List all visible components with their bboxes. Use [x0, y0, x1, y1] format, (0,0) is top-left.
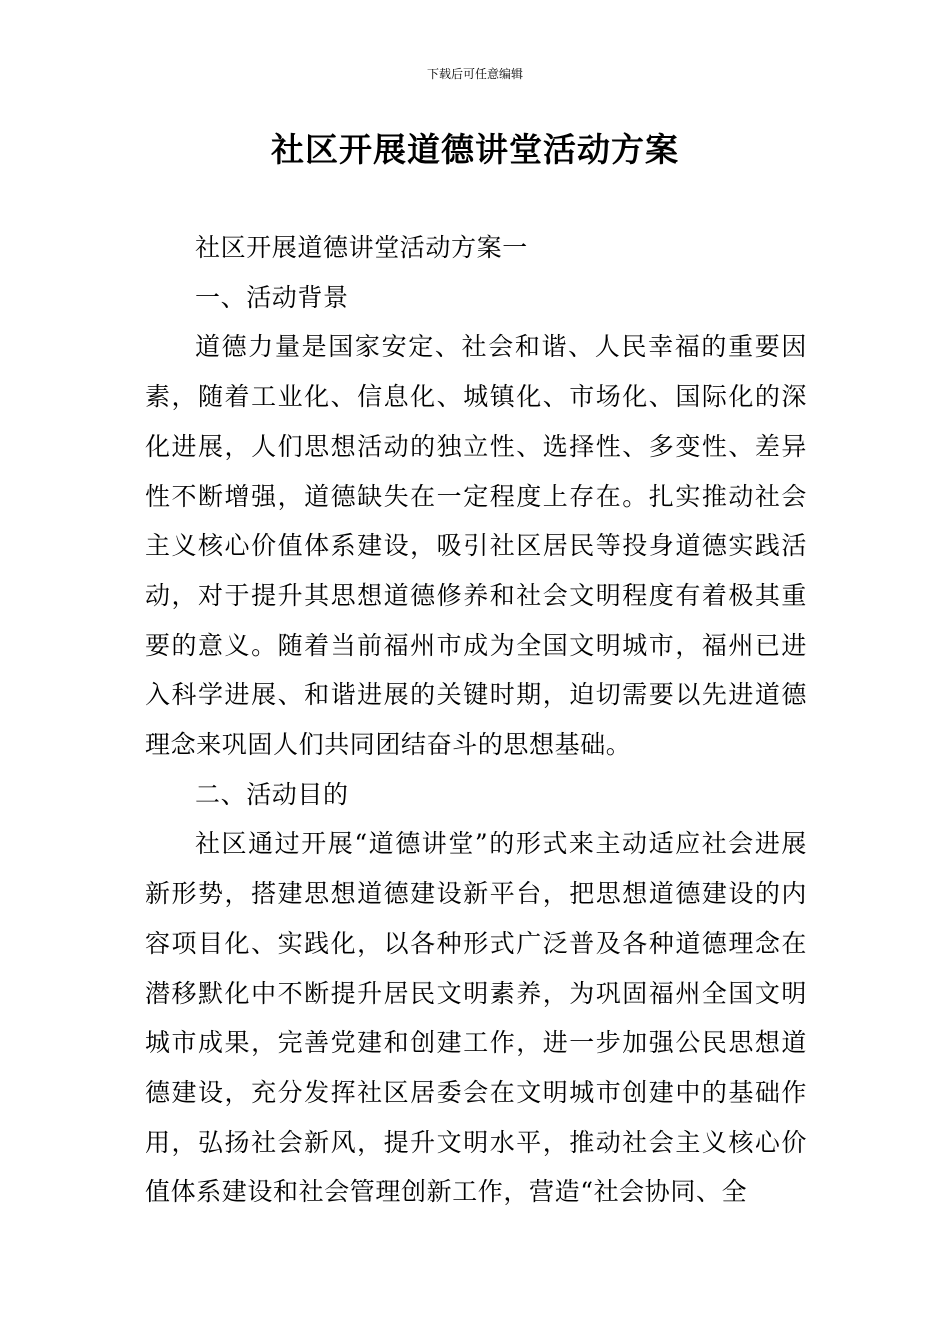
paragraph-purpose: 社区通过开展“道德讲堂”的形式来主动适应社会进展新形势，搭建思想道德建设新平台，把思想道德建设的内容项目化、实践化，以各种形式广泛普及各种道德理念在潜移默化中不断提升居民文明素养，为巩固福州全国文明城市成果，完善党建和创建工作，进一步加强公民思想道德建设，充分发挥社区居委会在文明城市创建中的基础作用，弘扬社会新风，提升文明水平，推动社会主义核心价值体系建设和社会管理创新工作，营造“社会协同、全	[145, 829, 807, 1207]
document-title: 社区开展道德讲堂活动方案	[271, 130, 679, 169]
document-body	[145, 223, 807, 1217]
paragraph-subtitle: 社区开展道德讲堂活动方案一	[195, 233, 528, 262]
section-heading-purpose: 二、活动目的	[195, 779, 349, 809]
section-heading-background: 一、活动背景	[195, 282, 349, 312]
paragraph-background: 道德力量是国家安定、社会和谐、人民幸福的重要因素，随着工业化、信息化、城镇化、市场化、国际化的深化进展，人们思想活动的独立性、选择性、多变性、差异性不断增强，道德缺失在一定程度上存在。扎实推动社会主义核心价值体系建设，吸引社区居民等投身道德实践活动，对于提升其思想道德修养和社会文明程度有着极其重要的意义。随着当前福州市成为全国文明城市，福州已进入科学进展、和谐进展的关键时期，迫切需要以先进道德理念来巩固人们共同团结奋斗的思想基础。	[145, 332, 807, 760]
header-note: 下载后可任意编辑	[426, 67, 523, 81]
